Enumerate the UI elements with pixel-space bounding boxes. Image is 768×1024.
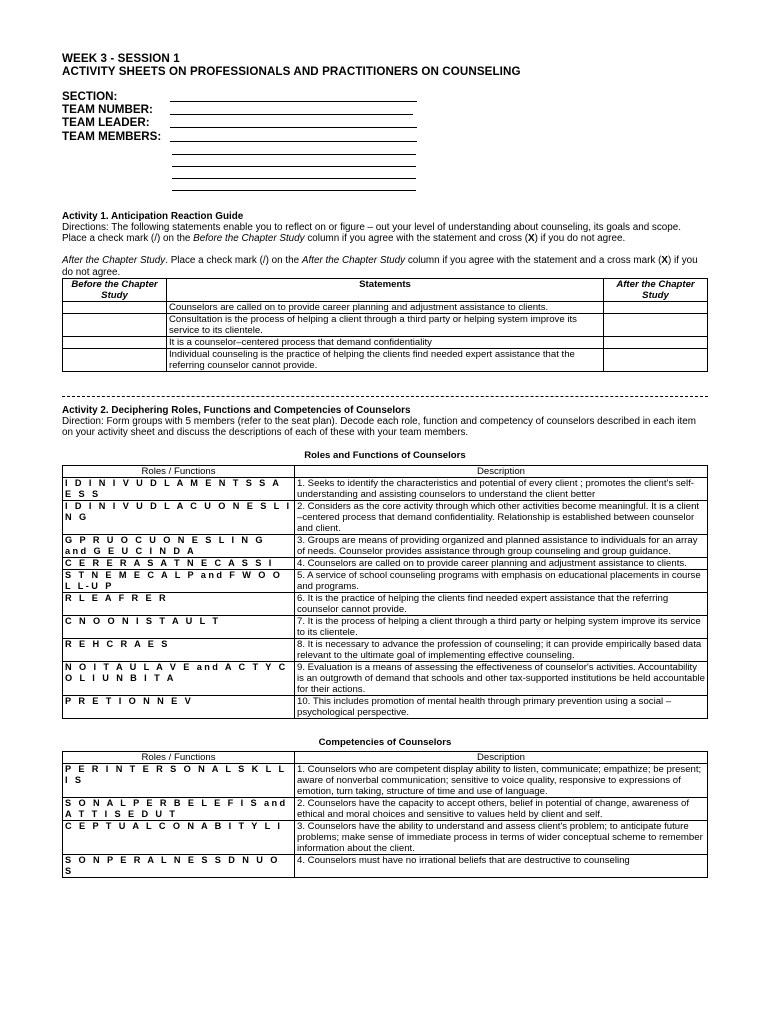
table-row [63,301,708,313]
before-check-cell[interactable] [63,301,167,313]
roles-functions-table [62,465,708,719]
description-column-header: Description [295,751,708,763]
scrambled-role-cell: I D I N I V U D L A C U O N E S L I N G [63,500,295,534]
description-cell: 5. A service of school counseling programs with emphasis on educational placements in course and programs. [295,569,708,592]
table-row [63,797,708,820]
competencies-table-caption: Competencies of Counselors [318,736,452,748]
description-cell: 3. Counselors have the ability to understand and assess client's problem; to anticipate future problems; make sense of immediate process in terms of wider conceptual scheme to remember information about the client. [295,820,708,854]
section-blank[interactable] [170,90,417,102]
statement-cell: Individual counseling is the practice of helping the clients find needed expert assistance that the referring counselor cannot provide. [167,348,604,371]
table-header-row [63,278,708,301]
description-cell: 9. Evaluation is a means of assessing the effectiveness of counselor's activities. Accountability is an outgrowth of demand that schools and other tax-supported institutions be held accountable for their actions. [295,661,708,695]
team-member-blank[interactable] [172,155,416,167]
team-number-blank[interactable] [170,103,413,115]
before-check-cell[interactable] [63,336,167,348]
directions-text: ) if you do not agree. [534,233,626,245]
roles-column-header: Roles / Functions [63,465,295,477]
team-leader-row [62,116,708,129]
session-title: WEEK 3 - SESSION 1 [62,52,180,65]
description-cell: 4. Counselors are called on to provide career planning and adjustment assistance to clients. [295,557,708,569]
directions-text: column if you agree with the statement and cross ( [304,233,529,245]
team-member-blank[interactable] [172,167,416,179]
description-cell: 4. Counselors must have no irrational beliefs that are destructive to counseling [295,854,708,877]
section-divider [62,396,708,397]
scrambled-role-cell: I D I N I V U D L A M E N T S S A E S S [63,477,295,500]
scrambled-role-cell: C E P T U A L C O N A B I T Y L I [63,820,295,854]
activity2-title: Activity 2. Deciphering Roles, Functions and Competencies of Counselors [62,404,411,416]
team-number-label: TEAM NUMBER: [62,103,153,117]
scrambled-role-cell: G P R U O C U O N E S L I N G and G E U C I N D A [63,534,295,557]
cross-mark: X [528,233,535,245]
after-column-header: After the Chapter Study [604,278,708,301]
table-row [63,336,708,348]
table-row [63,615,708,638]
scrambled-role-cell: C N O O N I S T A U L T [63,615,295,638]
scrambled-role-cell: N O I T A U L A V E and A C T Y C O L I U N B I T A [63,661,295,695]
table-row [63,854,708,877]
scrambled-role-cell: S T N E M E C A L P and F W O O L L-U P [63,569,295,592]
after-text: ) if you do not agree. [62,255,698,278]
activity1-title: Activity 1. Anticipation Reaction Guide [62,210,244,222]
scrambled-role-cell: S O N P E R A L N E S S D N U O S [63,854,295,877]
table-row [63,557,708,569]
scrambled-role-cell: P E R I N T E R S O N A L S K L L I S [63,763,295,797]
team-leader-label: TEAM LEADER: [62,116,150,130]
statements-column-header: Statements [167,278,604,301]
before-check-cell[interactable] [63,313,167,336]
description-column-header: Description [295,465,708,477]
after-check-cell[interactable] [604,336,708,348]
activity1-directions [62,222,708,244]
team-members-row [62,130,708,143]
after-check-cell[interactable] [604,348,708,371]
description-cell: 10. This includes promotion of mental health through primary prevention using a social – psychological perspective. [295,695,708,718]
table-row [63,500,708,534]
table-row [63,348,708,371]
after-check-cell[interactable] [604,313,708,336]
directions-text: Directions: The following statements enable you to reflect on or figure – out your level of understanding about counseling, its goals and scope. Place a check mark (/) on the [62,222,682,245]
roles-column-header: Roles / Functions [63,751,295,763]
team-members-label: TEAM MEMBERS: [62,129,162,143]
description-cell: 2. Counselors have the capacity to accept others, belief in potential of change, awareness of ethical and moral choices and sensitive to values held by client and self. [295,797,708,820]
team-member-blank[interactable] [172,143,416,155]
table-row [63,820,708,854]
cross-mark: X [661,255,668,267]
statement-cell: Consultation is the process of helping a client through a third party or helping system improve its service to its clientele. [167,313,604,336]
table-row [63,592,708,615]
table-row [63,763,708,797]
table-header-row [63,465,708,477]
competencies-table [62,751,708,878]
after-text: . Place a check mark (/) on the [165,255,302,267]
table-row [63,661,708,695]
anticipation-guide-table [62,278,708,372]
scrambled-role-cell: R L E A F R E R [63,592,295,615]
activity2-section [62,405,708,878]
section-label: SECTION: [62,90,118,103]
description-cell: 6. It is the practice of helping the clients find needed expert assistance that the referring counselor cannot provide. [295,592,708,615]
after-emphasis: After the Chapter Study [301,255,406,267]
team-member-blank[interactable] [170,130,417,142]
activity1-section [62,211,708,372]
table-row [63,569,708,592]
page-header [62,52,708,78]
team-number-row [62,103,708,116]
description-cell: 2. Considers as the core activity through which other activities become meaningful. It is a client –centered process that demand confidentiality. Relationship is established between counselor and client. [295,500,708,534]
statement-cell: It is a counselor–centered process that demand confidentiality [167,336,604,348]
description-cell: 1. Seeks to identify the characteristics and potential of every client ; promotes the client's self-understanding and assisting counselors to understand the client better [295,477,708,500]
table-header-row [63,751,708,763]
table-row [63,313,708,336]
roles-table-caption: Roles and Functions of Counselors [304,450,466,462]
description-cell: 3. Groups are means of providing organized and planned assistance to individuals for an array of needs. Counselor provides assistance through group counseling and group guidance. [295,534,708,557]
scrambled-role-cell: R E H C R A E S [63,638,295,661]
activity-sheet-page [62,52,708,878]
table-row [63,695,708,718]
after-emphasis: After the Chapter Study [62,255,166,267]
scrambled-role-cell: S O N A L P E R B E L E F I S and A T T I S E D U T [63,797,295,820]
after-text: column if you agree with the statement and a cross mark ( [405,255,662,267]
activity1-after-directions [62,255,708,277]
table-row [63,534,708,557]
scrambled-role-cell: C E R E R A S A T N E C A S S I [63,557,295,569]
table-row [63,477,708,500]
team-info-form [62,90,708,191]
description-cell: 1. Counselors who are competent display ability to listen, communicate; empathize; be present; aware of nonverbal communication; sensitive to voice quality, responsive to expressions of emotion, turn taking, structure of time and use of language. [295,763,708,797]
directions-emphasis: Before the Chapter Study [193,233,305,245]
section-row [62,90,708,103]
sheet-title: ACTIVITY SHEETS ON PROFESSIONALS AND PRACTITIONERS ON COUNSELING [62,65,521,78]
table-row [63,638,708,661]
before-check-cell[interactable] [63,348,167,371]
activity2-direction: Direction: Form groups with 5 members (refer to the seat plan). Decode each role, function and competency of counselors described in each item on your activity sheet and discuss the descriptions of each of these with your team members. [62,416,696,439]
after-check-cell[interactable] [604,301,708,313]
team-member-blank[interactable] [172,179,416,191]
scrambled-role-cell: P R E T I O N N E V [63,695,295,718]
before-column-header: Before the Chapter Study [63,278,167,301]
description-cell: 7. It is the process of helping a client through a third party or helping system improve its service to its clientele. [295,615,708,638]
statement-cell: Counselors are called on to provide career planning and adjustment assistance to clients. [167,301,604,313]
description-cell: 8. It is necessary to advance the profession of counseling; it can provide empirically based data relevant to the ultimate goal of implementing effective counseling. [295,638,708,661]
team-leader-blank[interactable] [170,116,417,128]
